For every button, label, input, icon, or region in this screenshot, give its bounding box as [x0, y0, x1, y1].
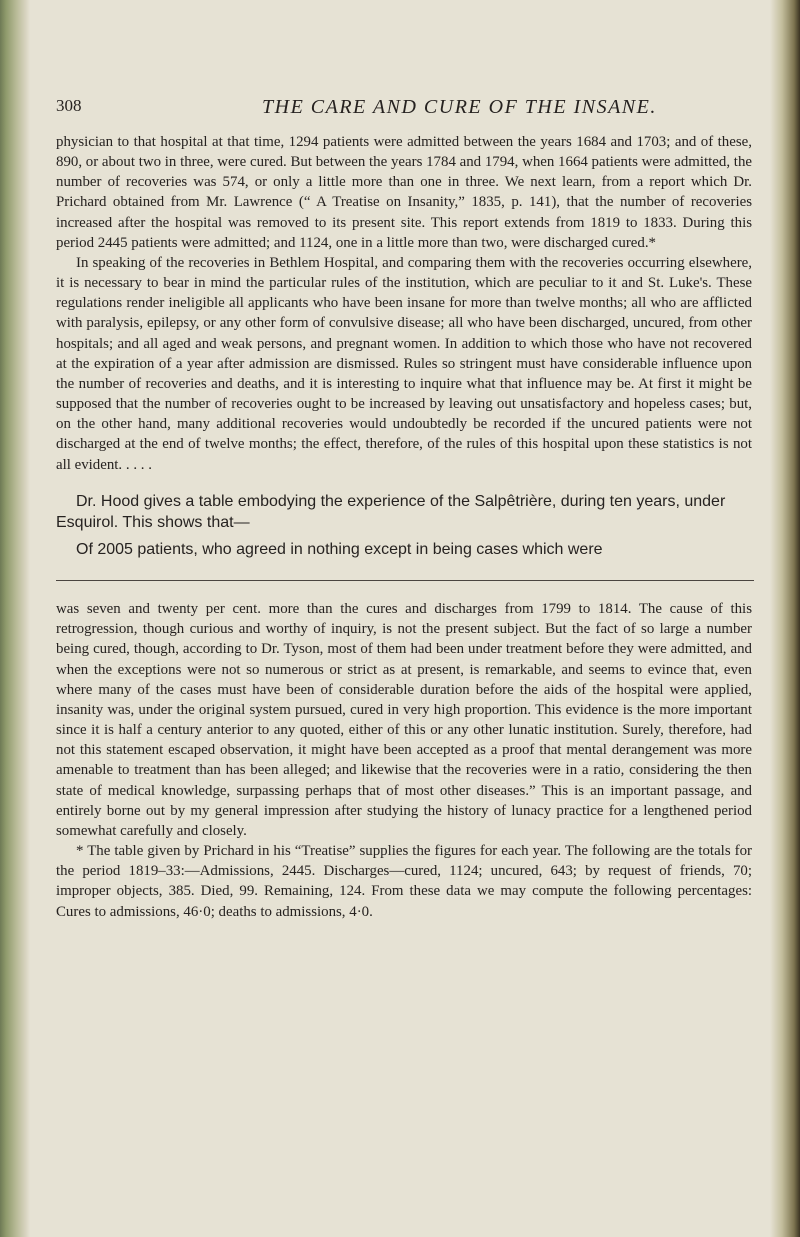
page-binding-left: [0, 0, 30, 1237]
paragraph-2: In speaking of the recoveries in Bethlem Hospital, and comparing them with the recoveries occurring elsewhere, it is necessary to bear in mind the particular rules of the institution, which are peculiar to it and St. Luke's. These regulations render ineligible all applicants who have been insane for more than twelve months; all who are afflicted with paralysis, epilepsy, or any other form of convulsive disease; all who have been discharged, uncured, from other hospitals; and all aged and weak persons, and pregnant women. In addition to which those who have not recovered at the expiration of a year after admission are dismissed. Rules so stringent must have considerable influence upon the number of recoveries and deaths, and it is interesting to inquire what that influence may be. At first it might be supposed that the number of recoveries ought to be increased by leaving out unsatisfactory and hopeless cases; but, on the other hand, many additional recoveries would undoubtedly be recorded if the uncured patients were not discharged at the end of twelve months; the effect, therefore, of the rules of this hospital upon these statistics is not all evident. . . . .: [56, 254, 752, 473]
footnote: * The table given by Prichard in his “Treatise” supplies the figures for each year. The following are the totals for the period 1819–33:—Admissions, 2445. Discharges—cured, 1124; uncured, 643; by request of friends, 70; improper objects, 385. Died, 99. Remaining, 124. From these data we may compute the following percentages: Cures to admissions, 46·0; deaths to admissions, 4·0.: [56, 843, 752, 920]
inserted-text-block: [56, 491, 752, 561]
page-binding-right: [770, 0, 800, 1237]
page-header: [56, 96, 752, 130]
paragraph-3: was seven and twenty per cent. more than the cures and discharges from 1799 to 1814. The cause of this retrogression, though curious and worthy of inquiry, is not the present subject. But the fact of so large a number being cured, though, according to Dr. Tyson, most of them had been under treatment before they were admitted, and when the exceptions were not so numerous or strict as at present, is remarkable, and seems to evince that, even where many of the cases must have been of considerable duration before the aids of the hospital were applied, insanity was, under the original system pursued, cured in very high proportion. This evidence is the more important since it is half a century anterior to any quoted, either of this or any other lunatic institution. Surely, therefore, had not this statement escaped observation, it might have been accepted as a proof that mental derangement was more amenable to treatment than has been alleged; and likewise that the recoveries were in a ratio, considering the then state of medical knowledge, surpassing perhaps that of most other diseases.” This is an important passage, and entirely borne out by my general impression after studying the history of lunacy practice for a lengthened period somewhat carefully and closely.: [56, 601, 752, 839]
lower-text-block: [56, 599, 752, 922]
paragraph-1: physician to that hospital at that time, 1294 patients were admitted between the years 1684 and 1703; and of these, 890, or about two in three, were cured. But between the years 1784 and 1794, when 1664 patients were admitted, the number of recoveries was 574, or only a little more than one in three. We next learn, from a report which Dr. Prichard obtained from Mr. Lawrence (“ A Treatise on Insanity,” 1835, p. 141), that the number of recoveries increased after the hospital was removed to its present site. This report extends from 1819 to 1833. During this period 2445 patients were admitted; and 1124, one in a little more than two, were discharged cured.*: [56, 134, 752, 251]
page-number: 308: [56, 96, 82, 115]
page-content: [56, 96, 752, 922]
running-title: THE CARE AND CURE OF THE INSANE.: [262, 96, 657, 118]
inserted-line-2: Of 2005 patients, who agreed in nothing except in being cases which were: [76, 540, 603, 558]
section-divider: [56, 580, 754, 581]
inserted-line-1: Dr. Hood gives a table embodying the experience of the Salpêtrière, during ten years, under Esquirol. This shows that—: [56, 492, 726, 532]
upper-text-block: [56, 132, 752, 475]
